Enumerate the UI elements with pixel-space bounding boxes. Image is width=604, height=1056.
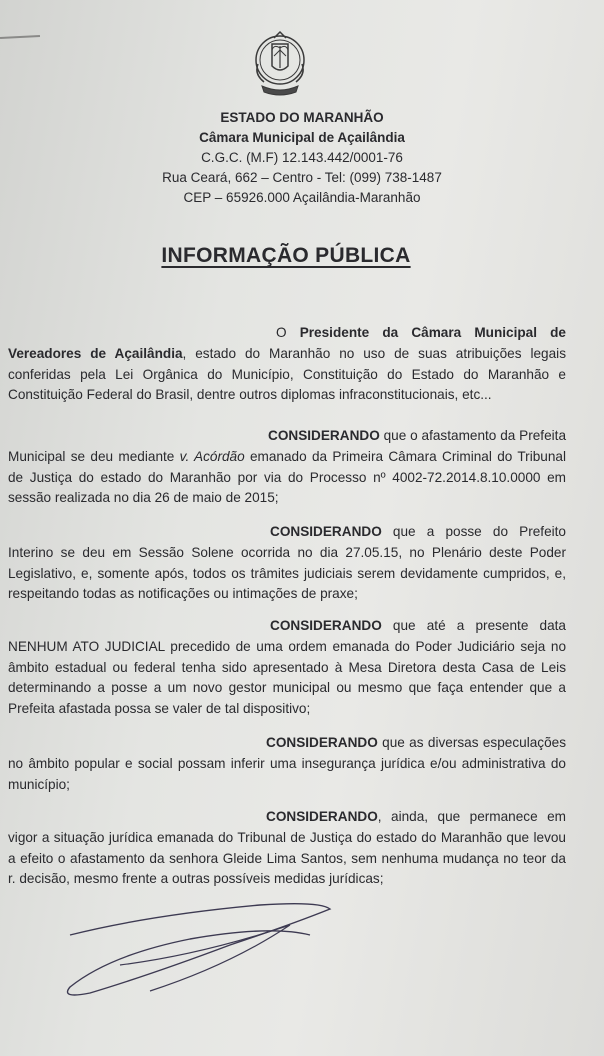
- paragraph-considerando-3: CONSIDERANDO que até a presente data NENHUM ATO JUDICIAL precedido de uma ordem emanada do Poder Judiciário seja no âmbito estadual ou federal tenha sido apresentado à Mesa Diretora desta Casa de Leis determinando a posse a um novo gestor municipal ou mesmo que faça entender que a Prefeita afastada possa se valer de tal dispositivo;: [8, 618, 566, 717]
- pen-mark: [0, 35, 40, 39]
- address-line: Rua Ceará, 662 – Centro - Tel: (099) 738-1487: [162, 170, 442, 185]
- paragraph-considerando-5: CONSIDERANDO, ainda, que permanece em vigor a situação jurídica emanada do Tribunal de Justiça do estado do Maranhão que levou a efeito o afastamento da senhora Gleide Lima Santos, sem nenhuma mudança no teor da r. decisão, mesmo frente a outras possíveis medidas jurídicas;: [8, 809, 566, 887]
- paragraph-considerando-1: CONSIDERANDO que o afastamento da Prefeita Municipal se deu mediante v. Acórdão emanado da Primeira Câmara Criminal do Tribunal de Justiça do estado do Maranhão por via do Processo nº 4002-72.2014.8.10.0000 em sessão realizada no dia 26 de maio de 2015;: [8, 428, 566, 506]
- signature: [30, 895, 350, 1005]
- cgc-number: C.G.C. (M.F) 12.143.442/0001-76: [201, 150, 403, 165]
- paragraph-considerando-2: CONSIDERANDO que a posse do Prefeito Interino se deu em Sessão Solene ocorrida no dia 27.05.15, no Plenário deste Poder Legislativo, e, somente após, todos os trâmites judiciais serem devidamente cumpridos, e, respeitando todas as notificações ou intimações de praxe;: [8, 524, 566, 602]
- chamber-name: Câmara Municipal de Açailândia: [199, 130, 405, 145]
- letterhead: [0, 108, 604, 208]
- coat-of-arms-icon: [250, 30, 310, 100]
- paragraph-preamble: O Presidente da Câmara Municipal de Vereadores de Açailândia, estado do Maranhão no uso de suas atribuições legais conferidas pela Lei Orgânica do Município, Constituição do Estado do Maranhão e Constituição Federal do Brasil, dentre outros diplomas infraconstitucionais, etc...: [8, 325, 566, 403]
- document-title: INFORMAÇÃO PÚBLICA: [161, 244, 411, 267]
- cep-line: CEP – 65926.000 Açailândia-Maranhão: [183, 190, 421, 205]
- paragraph-considerando-4: CONSIDERANDO que as diversas especulações no âmbito popular e social possam inferir uma insegurança jurídica e/ou administrativa do município;: [8, 735, 566, 792]
- state-name: ESTADO DO MARANHÃO: [220, 110, 384, 125]
